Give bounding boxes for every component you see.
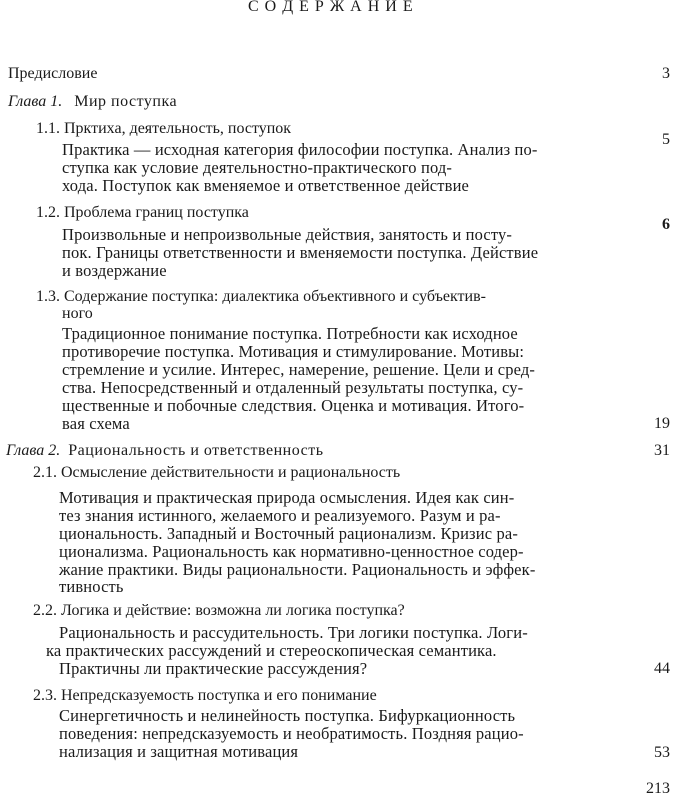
page-number-1-1: 5 (662, 131, 670, 148)
section-2-1-line: жание практики. Виды рациональности. Рациональность и эффек- (59, 560, 536, 579)
section-1-2-line: пок. Границы ответственности и вменяемости поступка. Действие (62, 243, 539, 262)
chapter-2-prefix: Глава 2. (6, 442, 61, 459)
section-2-3-title[interactable]: 2.3. Непредсказуемость поступка и его понимание (33, 687, 377, 704)
section-2-1-line: Мотивация и практическая природа осмысления. Идея как син- (59, 488, 515, 507)
section-1-1-title[interactable]: 1.1. Прктиха, деятельность, поступок (36, 120, 292, 137)
chapter-2-title: Рациональность и ответственность (68, 442, 324, 459)
page-number-chapter-2: 31 (654, 442, 670, 459)
section-1-2-line: Произвольные и непроизвольные действия, занятость и посту- (62, 225, 513, 244)
page-number-1-3: 19 (654, 415, 670, 432)
section-2-2-line: Рациональность и рассудительность. Три логики поступка. Логи- (59, 623, 528, 642)
page-number-preface: 3 (662, 65, 670, 82)
toc-entry-preface[interactable]: Предисловие (8, 65, 98, 82)
page-number-2-2: 44 (654, 660, 670, 677)
page-heading: С О Д Е Р Ж А Н И Е (248, 0, 414, 15)
section-1-2-title[interactable]: 1.2. Проблема границ поступка (36, 204, 249, 221)
section-2-1-title[interactable]: 2.1. Осмысление действительности и рациональность (33, 464, 401, 481)
chapter-2-heading[interactable] (6, 442, 324, 460)
chapter-1-heading[interactable] (8, 93, 177, 111)
section-2-1-line: тивность (59, 577, 124, 596)
section-1-3-title-cont[interactable]: ного (62, 305, 93, 322)
section-2-2-title[interactable]: 2.2. Логика и действие: возможна ли логика поступка? (33, 602, 405, 619)
page-number-1-2: 6 (662, 216, 670, 233)
page-number-2-3: 53 (654, 744, 670, 761)
section-2-2-line: Практичны ли практические рассуждения? (59, 659, 368, 678)
section-2-2-line: ка практических рассуждений и стереоскопическая семантика. (46, 641, 497, 660)
chapter-1-title: Мир поступка (74, 93, 178, 110)
section-1-3-line: вая схема (62, 414, 130, 433)
section-1-3-title[interactable]: 1.3. Содержание поступка: диалектика объективного и субъектив- (36, 288, 486, 305)
section-1-1-line: ступка как условие деятельностно-практического под- (62, 158, 453, 177)
section-1-3-line: Традиционное понимание поступка. Потребности как исходное (62, 324, 518, 343)
section-2-3-line: Синергетичность и нелинейность поступка. Бифуркационность (59, 706, 516, 725)
section-1-3-line: стремление и усилие. Интерес, намерение, решение. Цели и сред- (62, 360, 536, 379)
section-1-1-line: Практика — исходная категория философии поступка. Анализ по- (62, 140, 538, 159)
section-1-3-line: ства. Непосредственный и отдаленный результаты поступка, су- (62, 378, 524, 397)
section-2-3-line: поведения: непредсказуемость и необратимость. Поздняя рацио- (59, 724, 524, 743)
section-1-2-line: и воздержание (62, 261, 167, 280)
section-1-3-line: щественные и побочные следствия. Оценка и мотивация. Итого- (62, 396, 525, 415)
section-2-1-line: ционализма. Рациональность как нормативно-ценностное содер- (59, 542, 524, 561)
section-2-3-line: нализация и защитная мотивация (59, 742, 299, 761)
chapter-1-prefix: Глава 1. (8, 93, 63, 110)
section-2-1-line: циональность. Западный и Восточный рационализм. Кризис ра- (59, 524, 518, 543)
section-1-3-line: противоречие поступка. Мотивация и стимулирование. Мотивы: (62, 342, 525, 361)
page-footer-number: 213 (646, 780, 670, 797)
section-1-1-line: хода. Поступок как вменяемое и ответственное действие (62, 176, 470, 195)
section-2-1-line: тез знания истинного, желаемого и реализуемого. Разум и ра- (59, 506, 501, 525)
